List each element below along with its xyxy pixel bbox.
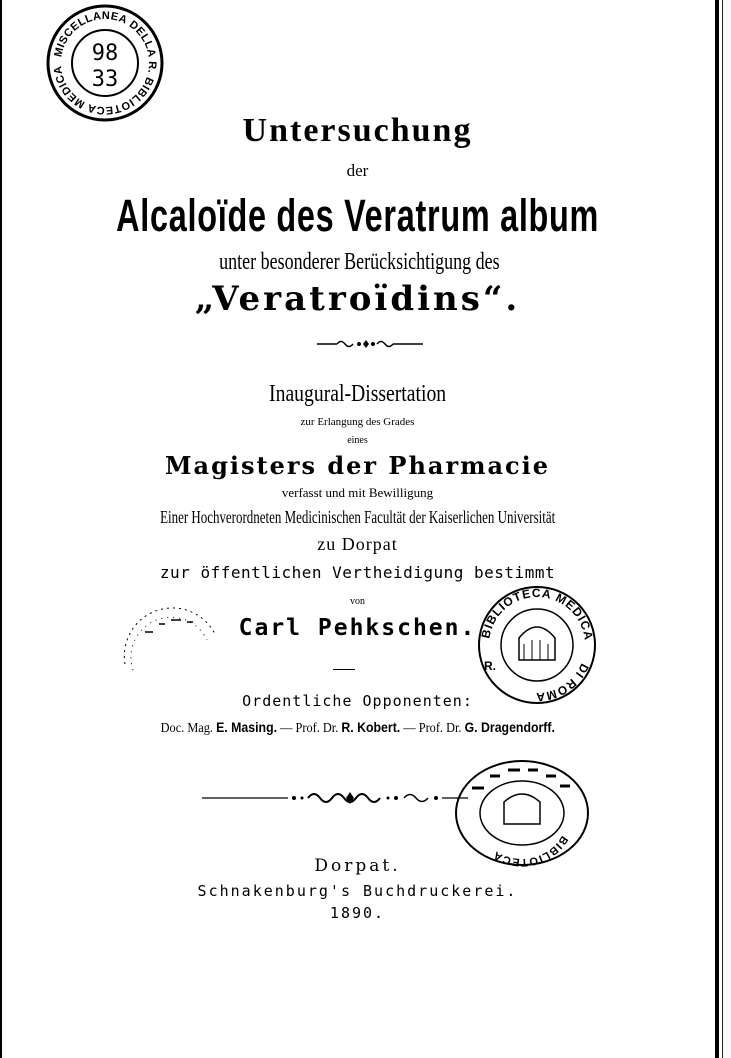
compound-heading: „Veratroïdins“. xyxy=(194,279,521,319)
short-rule-author xyxy=(333,669,355,670)
faculty-line: Einer Hochverordneten Medicinischen Facultät der Kaiserlichen Universität xyxy=(160,507,556,527)
opponent-separator-1: — Prof. Dr. xyxy=(277,721,342,736)
stamp-bottom-ring: BIBLIOTECA xyxy=(490,833,570,868)
imprint-year: 1890. xyxy=(329,904,386,922)
opponent-3-name: G. Dragendorff. xyxy=(464,719,555,735)
title-connector: der xyxy=(346,161,369,180)
author-name: Carl Pehkschen. xyxy=(238,615,477,641)
page-left-edge xyxy=(0,0,2,1058)
stamp-ring-top: BIBLIOTECA MEDICA xyxy=(478,586,596,642)
library-stamp-bottom xyxy=(452,758,592,868)
opponent-2-name: R. Kobert. xyxy=(341,719,401,735)
university-city: zu Dorpat xyxy=(317,534,398,554)
imprint-printer: Schnakenburg's Buchdruckerei. xyxy=(197,882,518,900)
subject-qualifier: unter besonderer Berücksichtigung des xyxy=(219,249,500,275)
binding-edge xyxy=(715,0,719,1058)
authorization-line: verfasst und mit Bewilligung xyxy=(281,485,434,500)
library-stamp-right xyxy=(474,586,600,704)
degree-article: eines xyxy=(347,435,368,446)
faded-stamp-left xyxy=(115,604,225,684)
stamp-ring-left: R. xyxy=(484,659,496,673)
opponents-heading: Ordentliche Opponenten: xyxy=(242,692,473,710)
opponents-list xyxy=(43,720,672,736)
opponent-separator-2: — Prof. Dr. xyxy=(400,721,465,736)
degree-intro: zur Erlangung des Grades xyxy=(300,416,415,428)
subject-heading: Alcaloïde des Veratrum album xyxy=(116,190,600,241)
svg-text:BIBLIOTECA MEDICA xyxy=(478,586,595,642)
defense-line: zur öffentlichen Vertheidigung bestimmt xyxy=(159,563,556,582)
imprint-city: Dorpat. xyxy=(314,856,401,876)
binding-margin xyxy=(722,0,731,1058)
dissertation-label: Inaugural-Dissertation xyxy=(269,381,447,407)
library-stamp-top-left xyxy=(44,2,166,124)
ornament-divider-top xyxy=(315,337,425,351)
title: Untersuchung xyxy=(242,112,473,149)
opponent-1-title: Doc. Mag. xyxy=(160,721,214,736)
ornament-divider-bottom xyxy=(200,788,470,808)
degree-name: Magisters der Pharmacie xyxy=(164,451,551,480)
stamp-ring-text: MISCELLANEA DELLA R. BIBLIOTECA MEDICA xyxy=(51,9,159,117)
stamp-ring-bottom: DI ROMA xyxy=(534,661,592,704)
opponent-1-name: E. Masing. xyxy=(216,719,278,735)
author-intro: von xyxy=(350,596,365,607)
stamp-number-1: 98 xyxy=(91,41,119,66)
stamp-number-2: 33 xyxy=(91,67,119,92)
